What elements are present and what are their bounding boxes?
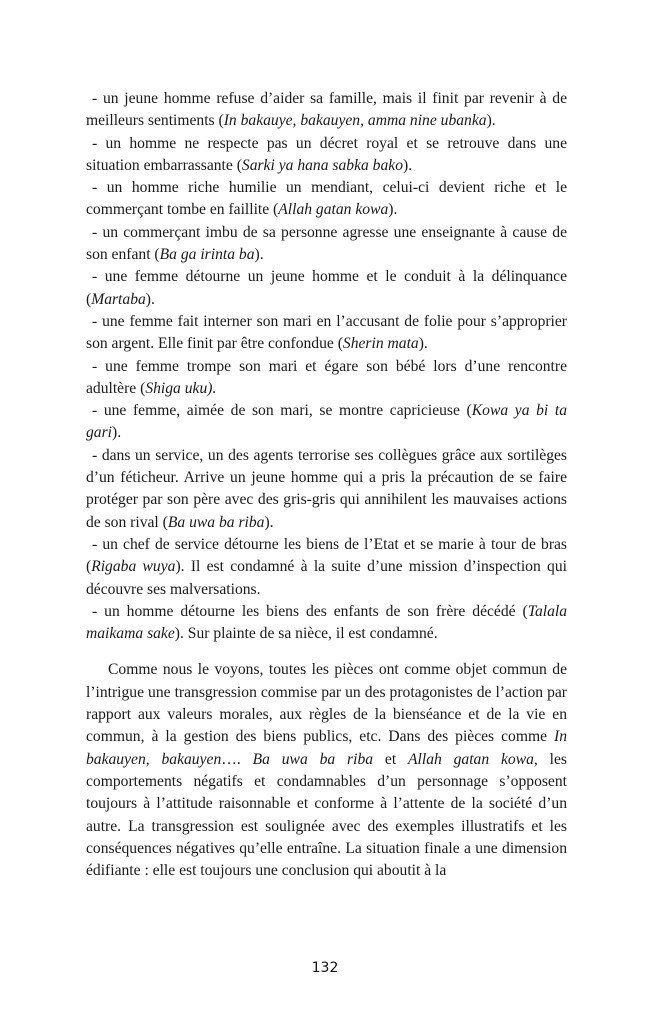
list-item: - un homme détourne les biens des enfants de son frère décédé (Talala maikama sake). Sur plainte de sa nièce, il est condamné. [86, 602, 568, 643]
body-paragraph: Comme nous le voyons, toutes les pièces ont comme objet commun de l’intrigue une transgression commise par un des protagonistes de l’action par rapport aux valeurs morales, aux règles de la bienséance et de la vie en commun, à la gestion des biens publics, etc. Dans des pièces comme In bakauyen, bakauyen…. Ba uwa ba riba et Allah gatan kowa, les comportements négatifs et condamnables d’un personnage s’opposent toujours à l’attitude raisonnable et conforme à l’attente de la société d’un autre. La transgression est soulignée avec des exemples illustratifs et les conséquences négatives qu’elle entraîne. La situation finale a une dimension édifiante : elle est toujours une conclusion qui aboutit à la [86, 661, 567, 880]
play-title: Sarki ya hana sabka bako [241, 156, 403, 174]
play-title: Ba uwa ba riba [167, 513, 265, 531]
play-title: Ba uwa ba riba [252, 750, 374, 768]
play-title: Ba ga irinta ba [159, 246, 255, 264]
list-item: - un jeune homme refuse d’aider sa famille, mais il finit par revenir à de meilleurs sentiments (In bakauye, bakauyen, amma nine ubanka). [86, 90, 567, 130]
list-item: - un commerçant imbu de sa personne agresse une enseignante à cause de son enfant (Ba ga irinta ba). [86, 223, 568, 264]
play-title: Talala maikama sake [86, 602, 568, 643]
list-item: - une femme, aimée de son mari, se montre capricieuse (Kowa ya bi ta gari). [86, 402, 568, 442]
list-item: - dans un service, un des agents terrorise ses collègues grâce aux sortilèges d’un féticheur. Arrive un jeune homme qui a pris la précaution de se faire protéger par son père avec des gris-gris qui annihilent les mauvaises actions de son rival (Ba uwa ba riba). [86, 446, 567, 531]
play-title: In bakauyen, bakauyen [86, 728, 567, 768]
play-title: Martaba [91, 290, 146, 308]
play-title: Shiga uku). [145, 379, 217, 397]
list-item: - une femme trompe son mari et égare son bébé lors d’une rencontre adultère (Shiga uku). [86, 357, 567, 397]
list-item: - un homme riche humilie un mendiant, celui-ci devient riche et le commerçant tombe en faillite (Allah gatan kowa). [86, 179, 568, 219]
play-title: Sherin mata [342, 335, 419, 353]
list-item: - une femme détourne un jeune homme et le conduit à la délinquance (Martaba). [86, 268, 567, 308]
page-number: 132 [311, 960, 339, 976]
play-title: Allah gatan kowa, [408, 750, 538, 768]
play-title: In bakauye, bakauyen, amma nine ubanka [223, 112, 487, 130]
list-item: - un homme ne respecte pas un décret royal et se retrouve dans une situation embarrassante (Sarki ya hana sabka bako). [86, 134, 568, 174]
play-title: Kowa ya bi ta gari [86, 402, 568, 442]
page-body [86, 88, 567, 898]
play-title: Allah gatan kowa [278, 201, 389, 219]
play-title: Rigaba wuya [91, 558, 176, 576]
plot-summary-list [86, 88, 567, 645]
list-item: - un chef de service détourne les biens de l’Etat et se marie à tour de bras (Rigaba wuya). Il est condamné à la suite d’une mission d’inspection qui découvre ses malversations. [86, 535, 567, 598]
list-item: - une femme fait interner son mari en l’accusant de folie pour s’approprier son argent. Elle finit par être confondue (Sherin mata). [86, 312, 568, 353]
